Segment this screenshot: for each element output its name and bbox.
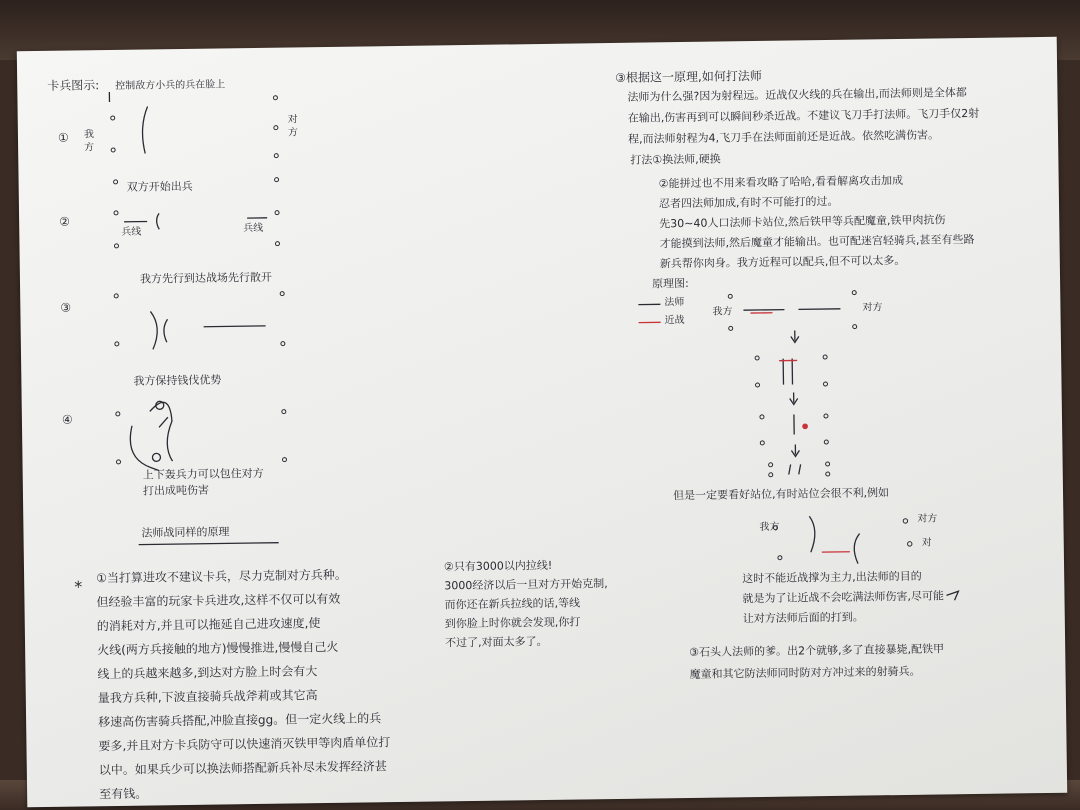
right-paragraph-2: ②能拼过也不用来看攻略了哈哈,看看解离攻击加成 忍者四法师加成,有时不可能打的过。 先30~40人口法师卡站位,然后铁甲等兵配魔童,铁甲肉抗伤 才能摸到法师,然后魔童才能输出。也可配迷宫轻骑兵,甚至有些路 新兵帮你肉身。我方近程可以配兵,但不可以太多。 — [658, 173, 975, 271]
right-paragraph-3: 但是一定要看好站位,有时站位会很不利,例如 — [672, 486, 890, 503]
principle-mine-label: 我方 — [712, 306, 733, 318]
step1-mine-label: 我方 — [83, 129, 95, 154]
step4-number: ④ — [61, 412, 73, 427]
example-mine-label: 我方 — [759, 521, 780, 533]
step3-caption: 我方先行到达战场先行散开 — [139, 270, 273, 286]
step2-number: ② — [59, 214, 71, 229]
right-paragraph-4: 这时不能近战撑为主力,出法师的目的 就是为了让近战不会吃满法师伤害,尽可能 让对方法师后面的打到。 — [742, 569, 945, 626]
right-paragraph-1: 法师为什么强?因为射程远。近战仅火线的兵在输出,而法师则是全体都 在输出,伤害再到可以瞬间秒杀近战。不建议飞刀手打法师。飞刀手仅2射 程,而法师射程为4,飞刀手在法师面前还是近战。依然吃满伤害。 — [627, 86, 980, 146]
step1-number: ① — [57, 130, 69, 145]
diagram-step-1 — [109, 90, 278, 160]
right-heading: ③根据这一原理,如何打法师 — [615, 68, 762, 85]
step2-caption: 双方开始出兵 — [126, 179, 193, 194]
legend-melee: 近战 — [664, 314, 685, 327]
diagram-title: 卡兵图示: — [47, 78, 100, 93]
step4-note: 上下轰兵力可以包住对方 打出成吨伤害 — [142, 466, 264, 498]
left-paragraph-2: ②只有3000以内拉线! 3000经济以后一旦对方开始克制, 而你还在新兵拉线的话,等线 到你脸上时你就会发现,你打 不过了,对面太多了。 — [443, 558, 608, 650]
right-paragraph-5: ③石头人法师的爹。出2个就够,多了直接暴毙,配铁甲 魔童和其它防法师同时防对方冲过来的射骑兵。 — [689, 642, 945, 681]
right-method-line: 打法①换法师,硬换 — [630, 152, 721, 167]
step1-enemy-label: 对方 — [287, 114, 299, 139]
star-mark: * — [74, 577, 83, 597]
step2-troop-left: 兵线 — [121, 226, 142, 238]
principle-enemy-label: 对方 — [862, 302, 883, 314]
example-enemy-label: 对方 — [917, 513, 938, 525]
legend-mage: 法师 — [664, 297, 685, 309]
principle-diagram-label: 原理图: — [651, 276, 689, 291]
example-enemy-label-2: 对 — [921, 537, 932, 549]
heading-underline — [139, 543, 279, 545]
step4-caption: 我方保持钱伐优势 — [133, 373, 222, 388]
step2-troop-right: 兵线 — [243, 222, 264, 235]
left-paragraph-1: ①当打算进攻不建议卡兵，尽力克制对方兵种。 但经验丰富的玩家卡兵进攻,这样不仅可以有效 的消耗对方,并且可以拖延自己进攻速度,使 火线(两方兵接触的地方)慢慢推进,慢慢自己火 线上的兵越来越多,到达对方脸上时会有大 量我方兵种,下波直接骑兵战斧莉或其它高 移速高伤害骑兵搭配,冲脸直接gg。但一定火线上的兵 要多,并且对方卡兵防守可以快速消灭铁甲等肉盾单位打 以中。如果兵少可以换法师搭配新兵补尽未发挥经济甚 至有钱。 — [96, 567, 391, 802]
diagram-step-3 — [114, 292, 285, 350]
diagram-step-4 — [116, 400, 287, 471]
mage-heading: 法师战同样的原理 — [141, 525, 230, 540]
notebook-page — [17, 37, 1067, 807]
step3-number: ③ — [60, 300, 72, 315]
step1-annotation: 控制敌方小兵的兵在脸上 — [115, 79, 226, 92]
